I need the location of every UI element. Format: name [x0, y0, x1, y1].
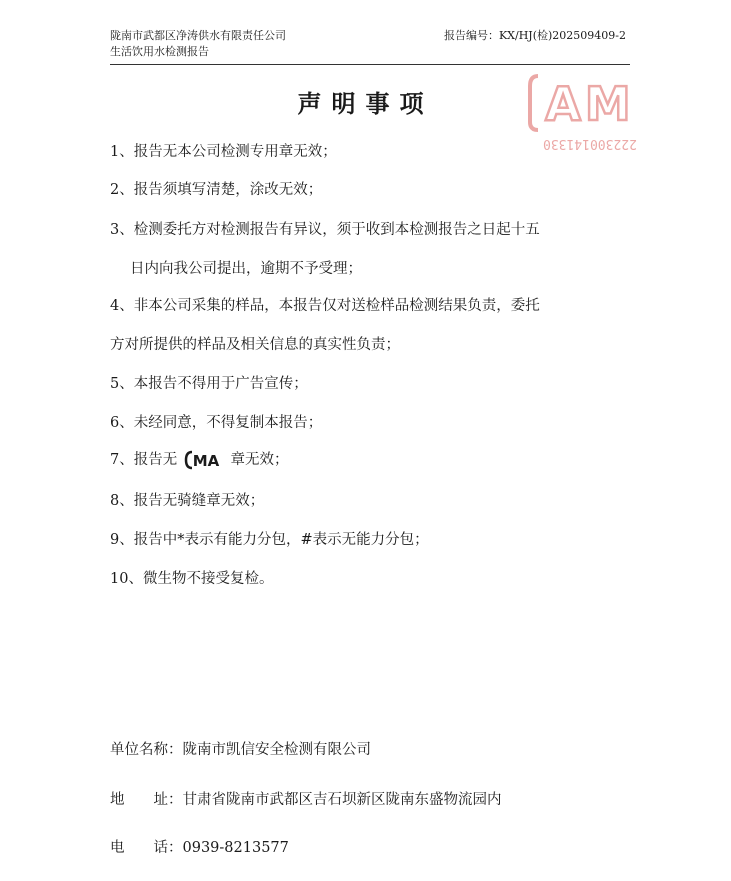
- cma-logo-icon: [184, 450, 224, 470]
- statement-item-5: 5、本报告不得用于广告宣传；: [110, 376, 308, 392]
- header-company: [110, 28, 286, 60]
- stamp-code: 222300141330: [543, 136, 637, 151]
- statement-item-3-line2: 日内向我公司提出，逾期不予受理；: [130, 261, 362, 277]
- footer-unit-value: 陇南市凯信安全检测有限公司: [182, 742, 371, 758]
- footer-unit-label: 单位名称：: [110, 742, 183, 758]
- statement-item-7-suffix: 章无效；: [230, 452, 289, 468]
- statement-item-4-line2: 方对所提供的样品及相关信息的真实性负责；: [110, 337, 400, 353]
- statement-item-7-prefix: 7、报告无: [110, 452, 178, 468]
- statement-item-6: 6、未经同意，不得复制本报告；: [110, 415, 323, 431]
- report-header: [110, 28, 630, 65]
- header-company-name: 陇南市武都区净涛供水有限责任公司: [110, 29, 286, 42]
- footer-address-value: 甘肃省陇南市武都区吉石坝新区陇南东盛物流园内: [182, 792, 502, 808]
- page-title: 声明事项: [297, 89, 434, 118]
- statement-item-2: 2、报告须填写清楚，涂改无效；: [110, 182, 323, 198]
- footer-address-label: 地 址：: [110, 792, 183, 808]
- footer-phone-value: 0939-8213577: [182, 840, 289, 856]
- footer-unit: [110, 738, 371, 759]
- footer-address: [110, 788, 502, 809]
- footer-phone-label: 电 话：: [110, 840, 183, 856]
- cma-logo-letters: MA: [192, 452, 220, 470]
- stamp-letters: AM: [545, 77, 635, 131]
- statement-item-3-line1: 3、检测委托方对检测报告有异议，须于收到本检测报告之日起十五: [110, 222, 540, 238]
- statement-item-8: 8、报告无骑缝章无效；: [110, 493, 265, 509]
- header-report-type: 生活饮用水检测报告: [110, 45, 209, 58]
- statement-item-9: 9、报告中*表示有能力分包，#表示无能力分包；: [110, 532, 429, 548]
- statement-item-10: 10、微生物不接受复检。: [110, 571, 274, 587]
- footer-phone: [110, 836, 289, 857]
- statement-item-4-line1: 4、非本公司采集的样品，本报告仅对送检样品检测结果负责，委托: [110, 298, 540, 314]
- statement-item-1: 1、报告无本公司检测专用章无效；: [110, 144, 337, 160]
- statement-item-7: [110, 448, 288, 470]
- header-report-number: 报告编号：KX/HJ(检)202509409-2: [443, 29, 626, 42]
